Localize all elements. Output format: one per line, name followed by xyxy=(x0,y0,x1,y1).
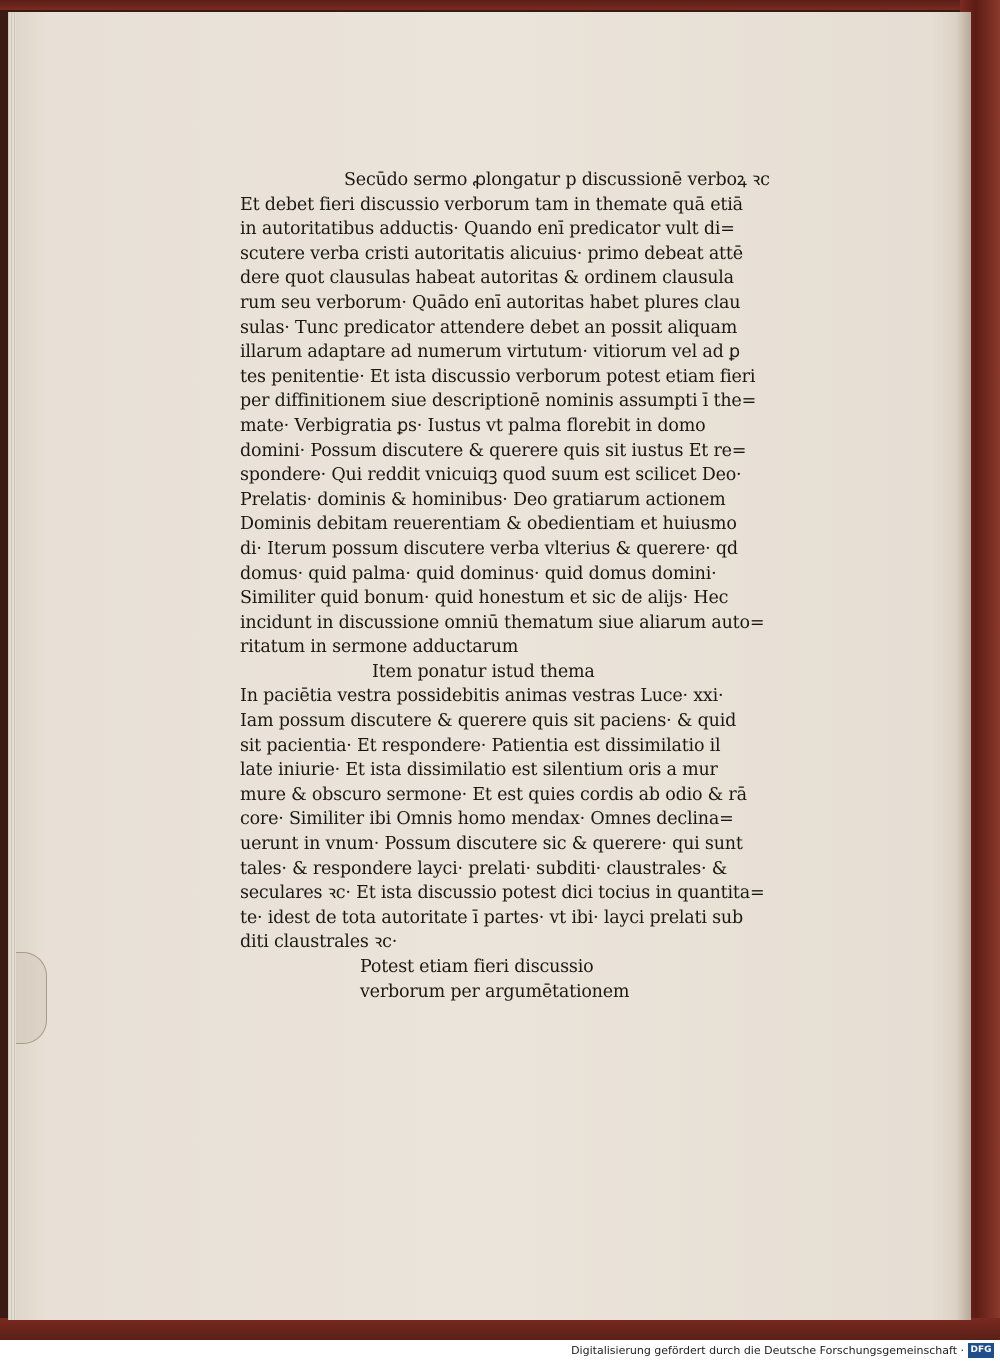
gutter-shadow xyxy=(956,12,970,1320)
text-line: tales· & respondere layci· prelati· subditi· claustrales· & xyxy=(240,858,728,879)
binding-bottom-edge xyxy=(0,1318,1000,1340)
text-line: ritatum in sermone adductarum xyxy=(240,637,519,658)
text-line: scutere verba cristi autoritatis alicuius· primo debeat attē xyxy=(240,243,743,264)
text-line: Iam possum discutere & querere quis sit paciens· & quid xyxy=(240,711,737,732)
text-line: Dominis debitam reuerentiam & obedientiam et huiusmo xyxy=(240,514,737,535)
text-line: dere quot clausulas habeat autoritas & ordinem clausula xyxy=(240,268,734,289)
closing-line: Potest etiam fieri discussio xyxy=(360,957,594,977)
text-line: uerunt in vnum· Possum discutere sic & querere· qui sunt xyxy=(240,834,743,855)
text-line: core· Similiter ibi Omnis homo mendax· Omnes declina= xyxy=(240,809,734,830)
text-line: di· Iterum possum discutere verba vlterius & querere· qd xyxy=(240,538,738,559)
clasp-impression xyxy=(16,952,47,1044)
text-line: in autoritatibus adductis· Quando enī predicator vult di= xyxy=(240,219,735,240)
text-line: per diffinitionem siue descriptionē nominis assumpti ī the= xyxy=(240,391,757,412)
funding-credit: Digitalisierung gefördert durch die Deutsche Forschungsgemeinschaft · xyxy=(571,1344,964,1357)
text-line: domini· Possum discutere & querere quis sit iustus Et re= xyxy=(240,440,747,461)
text-line: illarum adaptare ad numerum virtutum· vitiorum vel ad ꝑ xyxy=(240,342,740,363)
text-line: Similiter quid bonum· quid honestum et sic de alijs· Hec xyxy=(240,588,729,609)
text-line: tes penitentie· Et ista discussio verborum potest etiam fieri xyxy=(240,366,756,387)
text-line: Prelatis· dominis & hominibus· Deo gratiarum actionem xyxy=(240,489,726,510)
section-heading: Item ponatur istud thema xyxy=(372,661,595,682)
text-line: incidunt in discussione omniū thematum siue aliarum auto= xyxy=(240,612,765,633)
text-line: mure & obscuro sermone· Et est quies cordis ab odio & rā xyxy=(240,784,747,805)
text-line: te· idest de tota autoritate ī partes· vt ibi· layci prelati sub xyxy=(240,907,743,928)
text-line: rum seu verborum· Quādo enī autoritas habet plures clau xyxy=(240,292,741,313)
text-line: domus· quid palma· quid dominus· quid domus domini· xyxy=(240,563,717,584)
page-edges xyxy=(8,12,16,1320)
text-line: Et debet fieri discussio verborum tam in themate quā etiā xyxy=(240,194,743,215)
printed-text-block xyxy=(240,168,830,1004)
dfg-logo-icon: DFG xyxy=(968,1343,994,1358)
text-line: In paciētia vestra possidebitis animas vestras Luce· xxi· xyxy=(240,686,724,707)
text-line: sulas· Tunc predicator attendere debet an possit aliquam xyxy=(240,317,738,338)
text-line: sit pacientia· Et respondere· Patientia est dissimilatio il xyxy=(240,735,721,756)
text-line: mate· Verbigratia ꝑs· Iustus vt palma florebit in domo xyxy=(240,415,706,436)
text-line: diti claustrales ꝛc· xyxy=(240,932,398,953)
text-line: seculares ꝛc· Et ista discussio potest dici tocius in quantita= xyxy=(240,883,765,904)
text-line: late iniurie· Et ista dissimilatio est silentium oris a mur xyxy=(240,760,718,781)
text-line: spondere· Qui reddit vnicuiqꝫ quod suum est scilicet Deo· xyxy=(240,465,742,486)
closing-line: verborum per argumētationem xyxy=(360,981,630,1002)
text-line: Secūdo sermo ꝓlongatur p discussionē verboꝝ ꝛc xyxy=(344,170,770,190)
binding-top-edge xyxy=(0,0,1000,10)
digitization-footer xyxy=(0,1340,1000,1363)
